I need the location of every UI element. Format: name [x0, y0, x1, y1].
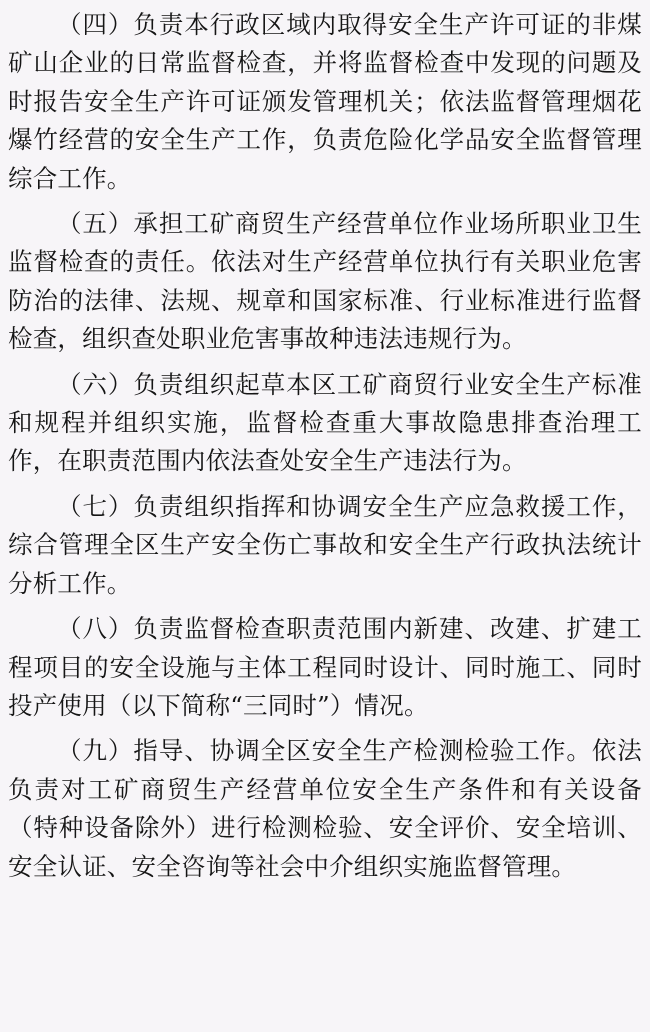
- paragraph-7: （七）负责组织指挥和协调安全生产应急救援工作，综合管理全区生产安全伤亡事故和安全生产行政执法统计分析工作。: [8, 491, 642, 598]
- paragraph-6: （六）负责组织起草本区工矿商贸行业安全生产标准和规程并组织实施，监督检查重大事故隐患排查治理工作，在职责范围内依法查处安全生产违法行为。: [8, 369, 642, 476]
- paragraph-4: （四）负责本行政区域内取得安全生产许可证的非煤矿山企业的日常监督检查，并将监督检查中发现的问题及时报告安全生产许可证颁发管理机关；依法监督管理烟花爆竹经营的安全生产工作，负责危险化学品安全监督管理综合工作。: [8, 10, 642, 193]
- paragraph-5: （五）承担工矿商贸生产经营单位作业场所职业卫生监督检查的责任。依法对生产经营单位执行有关职业危害防治的法律、法规、规章和国家标准、行业标准进行监督检查，组织查处职业危害事故种违法违规行为。: [8, 209, 642, 354]
- paragraph-9: （九）指导、协调全区安全生产检测检验工作。依法负责对工矿商贸生产经营单位安全生产条件和有关设备（特种设备除外）进行检测检验、安全评价、安全培训、安全认证、安全咨询等社会中介组织实施监督管理。: [8, 736, 642, 881]
- paragraph-8: （八）负责监督检查职责范围内新建、改建、扩建工程项目的安全设施与主体工程同时设计、同时施工、同时投产使用（以下简称“三同时”）情况。: [8, 614, 642, 720]
